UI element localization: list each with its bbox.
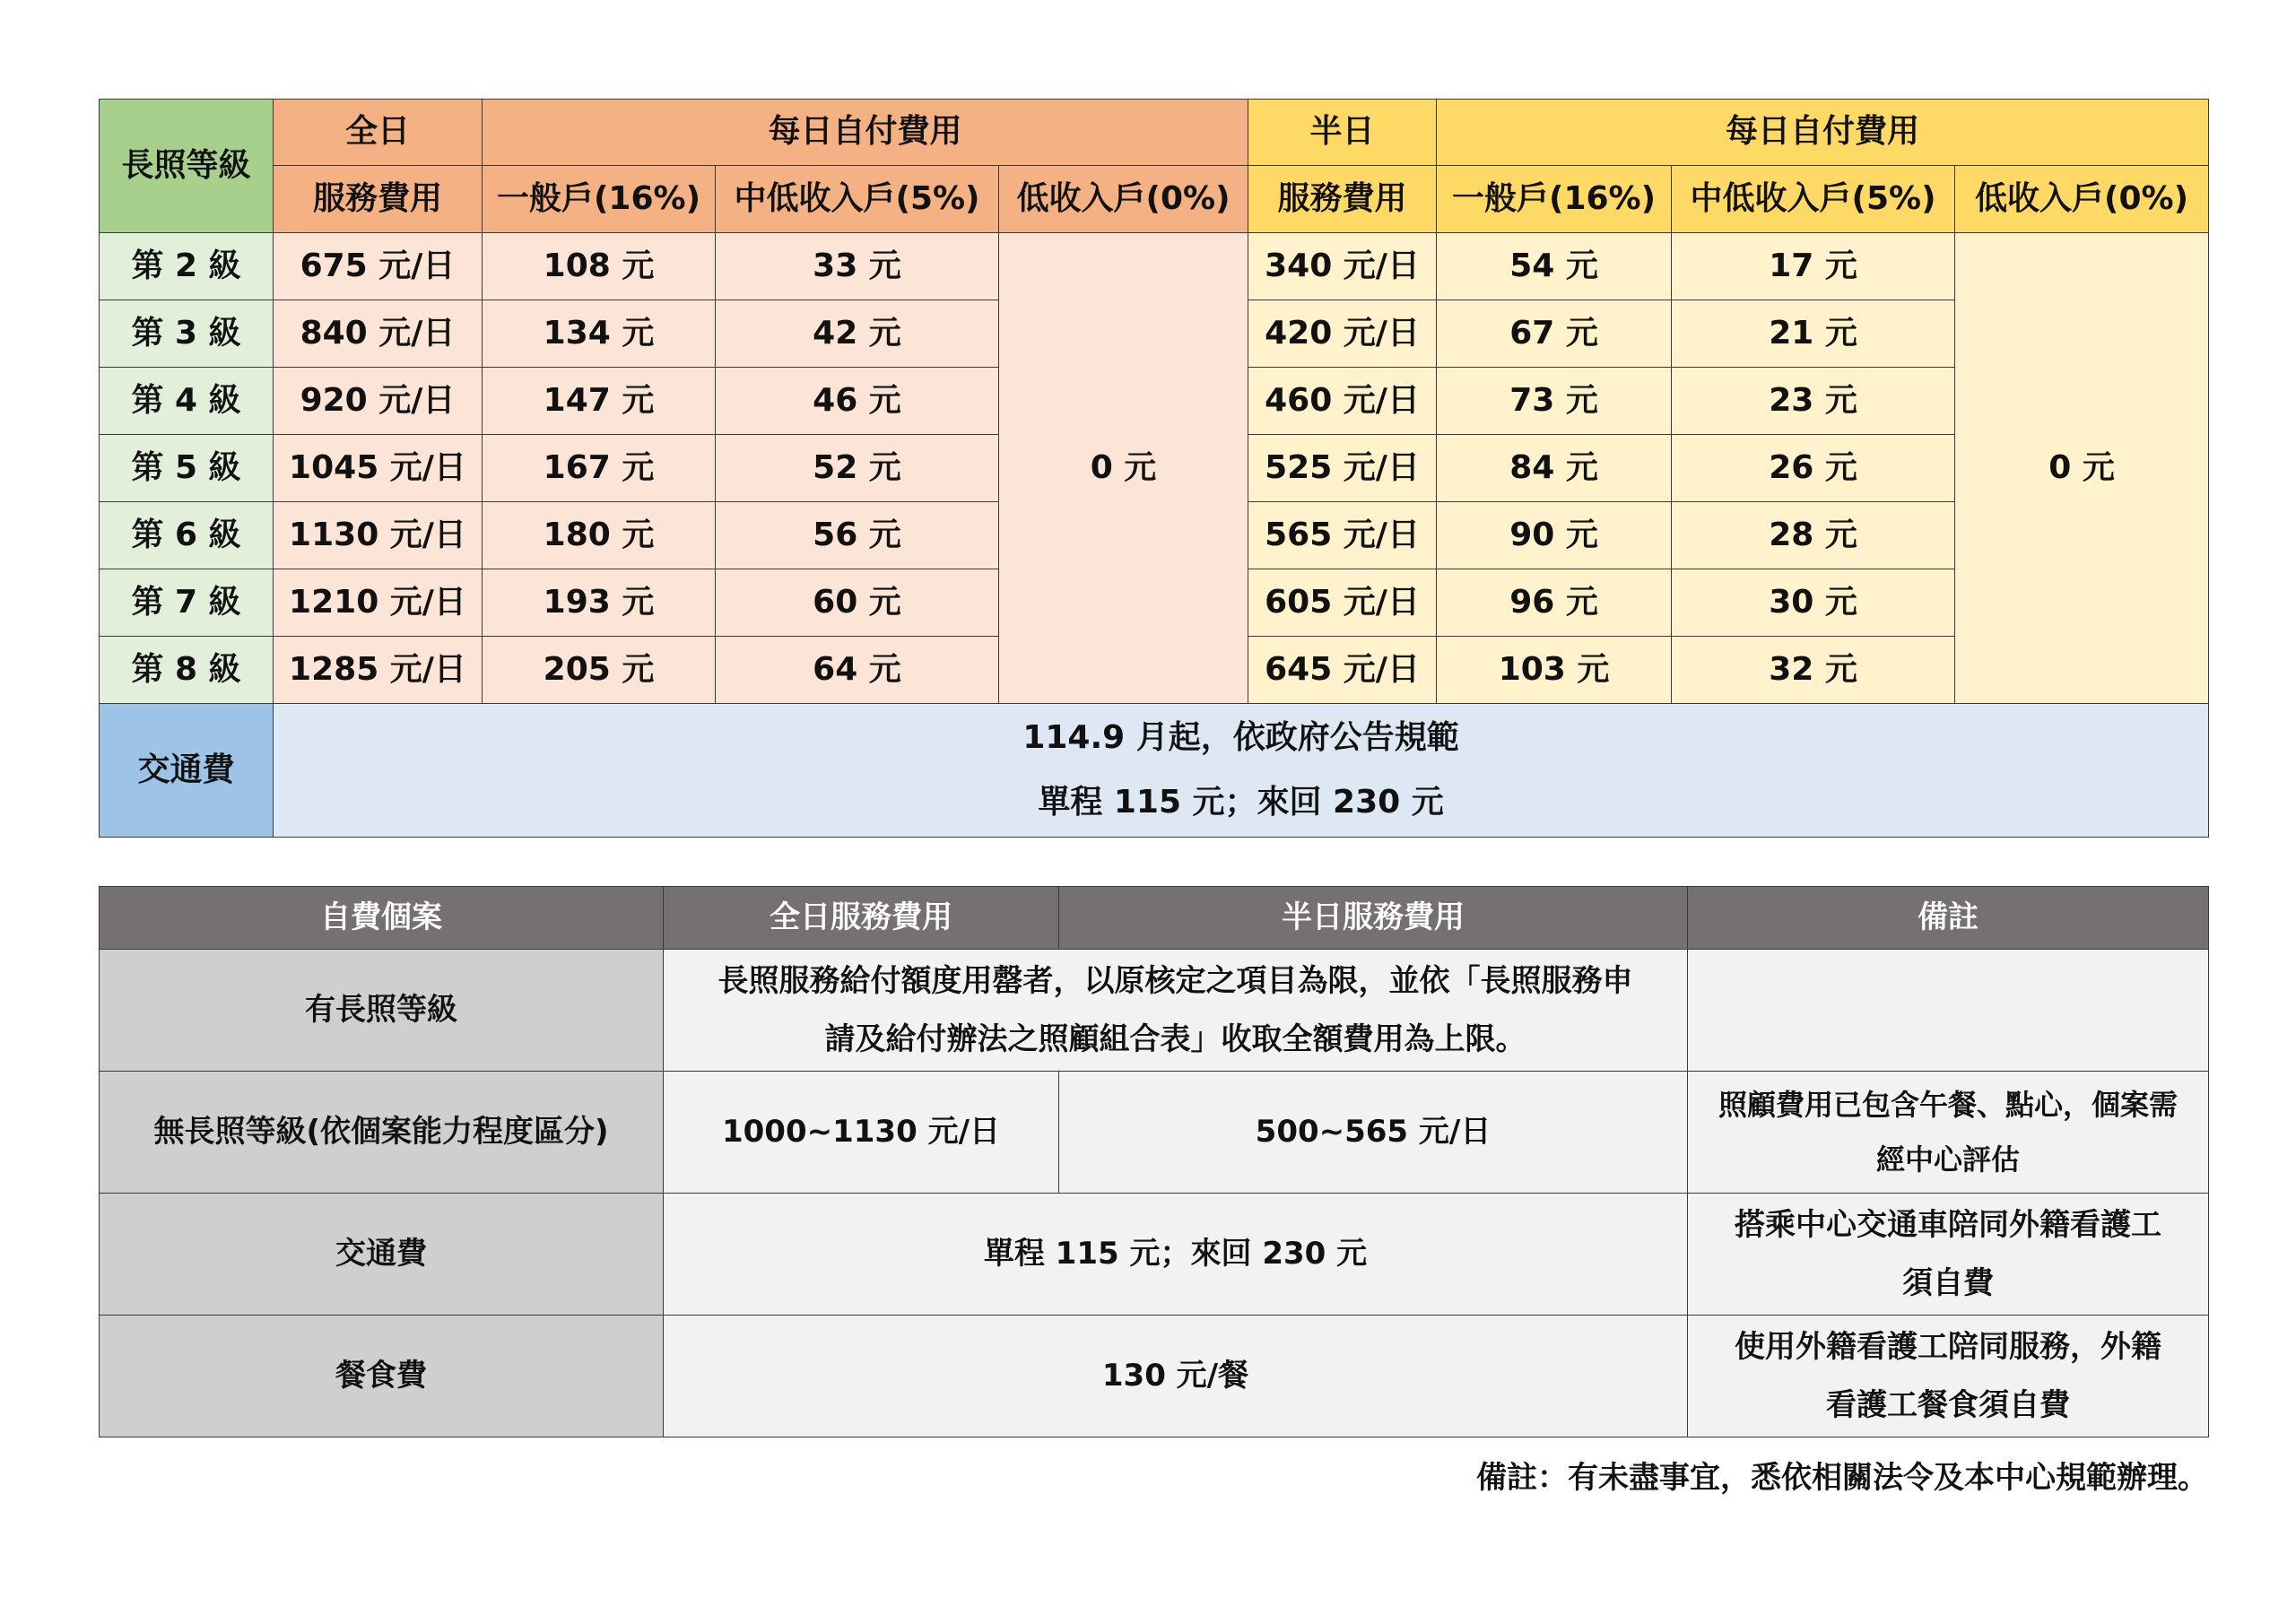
- header-half-fee: 服務費用: [1248, 166, 1437, 233]
- table-row: [100, 1194, 2209, 1316]
- level-cell: 第 7 級: [100, 569, 274, 637]
- row-remark: [1688, 950, 2209, 1072]
- half-fee-cell: 420 元/日: [1248, 300, 1437, 368]
- long-term-care-fee-table: [99, 99, 2209, 838]
- table-row: [100, 1316, 2209, 1437]
- header-full-low: 低收入戶(0%): [999, 166, 1248, 233]
- header-full-general: 一般戶(16%): [483, 166, 716, 233]
- footnote: 備註：有未盡事宜，悉依相關法令及本中心規範辦理。: [1476, 1460, 2208, 1496]
- full-general-cell: 108 元: [483, 233, 716, 300]
- row-remark: [1688, 1194, 2209, 1316]
- self-pay-fee-table: [99, 886, 2209, 1437]
- row-half-fee: 500~565 元/日: [1059, 1072, 1688, 1194]
- full-low-cell: 0 元: [999, 233, 1248, 704]
- header-full-day: 全日: [274, 100, 483, 166]
- half-low-cell: 0 元: [1955, 233, 2209, 704]
- half-fee-cell: 525 元/日: [1248, 435, 1437, 502]
- half-general-cell: 67 元: [1437, 300, 1672, 368]
- remark-line-2: 看護工餐食須自費: [1826, 1386, 2070, 1423]
- header-case: 自費個案: [100, 887, 664, 950]
- transport-line-1: 114.9 月起，依政府公告規範: [1022, 719, 1459, 756]
- full-mid-cell: 33 元: [716, 233, 999, 300]
- half-general-cell: 90 元: [1437, 502, 1672, 569]
- half-fee-cell: 460 元/日: [1248, 368, 1437, 435]
- full-general-cell: 147 元: [483, 368, 716, 435]
- remark-line-1: 照顧費用已包含午餐、點心，個案需: [1718, 1087, 2178, 1122]
- half-general-cell: 54 元: [1437, 233, 1672, 300]
- half-fee-cell: 605 元/日: [1248, 569, 1437, 637]
- full-general-cell: 167 元: [483, 435, 716, 502]
- level-cell: 第 8 級: [100, 637, 274, 704]
- row-label: 無長照等級(依個案能力程度區分): [100, 1072, 664, 1194]
- full-mid-cell: 56 元: [716, 502, 999, 569]
- full-mid-cell: 60 元: [716, 569, 999, 637]
- row-label: 有長照等級: [100, 950, 664, 1072]
- content-line-1: 長照服務給付額度用罄者，以原核定之項目為限，並依「長照服務申: [718, 962, 1633, 999]
- half-mid-cell: 30 元: [1672, 569, 1955, 637]
- half-general-cell: 73 元: [1437, 368, 1672, 435]
- full-general-cell: 134 元: [483, 300, 716, 368]
- row-content: [664, 950, 1688, 1072]
- row-label: 餐食費: [100, 1316, 664, 1437]
- full-fee-cell: 920 元/日: [274, 368, 483, 435]
- full-fee-cell: 1045 元/日: [274, 435, 483, 502]
- row-full-fee: 1000~1130 元/日: [664, 1072, 1059, 1194]
- header-half-day: 半日: [1248, 100, 1437, 166]
- level-cell: 第 5 級: [100, 435, 274, 502]
- full-fee-cell: 675 元/日: [274, 233, 483, 300]
- transport-row: [100, 704, 2209, 838]
- full-mid-cell: 52 元: [716, 435, 999, 502]
- header-half-selfpay: 每日自付費用: [1437, 100, 2209, 166]
- row-label: 交通費: [100, 1194, 664, 1316]
- header-half-low: 低收入戶(0%): [1955, 166, 2209, 233]
- half-fee-cell: 645 元/日: [1248, 637, 1437, 704]
- half-general-cell: 96 元: [1437, 569, 1672, 637]
- header-half-mid-low: 中低收入戶(5%): [1672, 166, 1955, 233]
- full-fee-cell: 1285 元/日: [274, 637, 483, 704]
- half-fee-cell: 565 元/日: [1248, 502, 1437, 569]
- level-cell: 第 2 級: [100, 233, 274, 300]
- row-remark: [1688, 1316, 2209, 1437]
- header-remark: 備註: [1688, 887, 2209, 950]
- full-mid-cell: 64 元: [716, 637, 999, 704]
- full-general-cell: 205 元: [483, 637, 716, 704]
- transport-line-2: 單程 115 元；來回 230 元: [1038, 784, 1444, 821]
- transport-content: [274, 704, 2209, 838]
- half-mid-cell: 28 元: [1672, 502, 1955, 569]
- header-half-general: 一般戶(16%): [1437, 166, 1672, 233]
- half-mid-cell: 26 元: [1672, 435, 1955, 502]
- full-mid-cell: 42 元: [716, 300, 999, 368]
- full-fee-cell: 840 元/日: [274, 300, 483, 368]
- half-mid-cell: 17 元: [1672, 233, 1955, 300]
- header-full-selfpay: 每日自付費用: [483, 100, 1248, 166]
- row-content: 130 元/餐: [664, 1316, 1688, 1437]
- full-general-cell: 193 元: [483, 569, 716, 637]
- full-general-cell: 180 元: [483, 502, 716, 569]
- header-half-fee: 半日服務費用: [1059, 887, 1688, 950]
- level-cell: 第 6 級: [100, 502, 274, 569]
- header-full-mid-low: 中低收入戶(5%): [716, 166, 999, 233]
- half-mid-cell: 21 元: [1672, 300, 1955, 368]
- half-mid-cell: 23 元: [1672, 368, 1955, 435]
- remark-line-1: 搭乘中心交通車陪同外籍看護工: [1735, 1206, 2161, 1243]
- transport-label: 交通費: [100, 704, 274, 838]
- table-row: [100, 950, 2209, 1072]
- remark-line-1: 使用外籍看護工陪同服務，外籍: [1735, 1328, 2161, 1365]
- full-mid-cell: 46 元: [716, 368, 999, 435]
- remark-line-2: 須自費: [1902, 1264, 1994, 1301]
- half-general-cell: 103 元: [1437, 637, 1672, 704]
- content-line-2: 請及給付辦法之照顧組合表」收取全額費用為上限。: [824, 1020, 1526, 1057]
- half-mid-cell: 32 元: [1672, 637, 1955, 704]
- row-content: 單程 115 元；來回 230 元: [664, 1194, 1688, 1316]
- full-fee-cell: 1130 元/日: [274, 502, 483, 569]
- table-row: [100, 233, 2209, 300]
- row-remark: [1688, 1072, 2209, 1194]
- level-cell: 第 4 級: [100, 368, 274, 435]
- header-full-fee: 全日服務費用: [664, 887, 1059, 950]
- header-full-fee: 服務費用: [274, 166, 483, 233]
- header-level: 長照等級: [100, 100, 274, 233]
- remark-line-2: 經中心評估: [1875, 1142, 2020, 1177]
- half-fee-cell: 340 元/日: [1248, 233, 1437, 300]
- table-row: [100, 1072, 2209, 1194]
- level-cell: 第 3 級: [100, 300, 274, 368]
- full-fee-cell: 1210 元/日: [274, 569, 483, 637]
- half-general-cell: 84 元: [1437, 435, 1672, 502]
